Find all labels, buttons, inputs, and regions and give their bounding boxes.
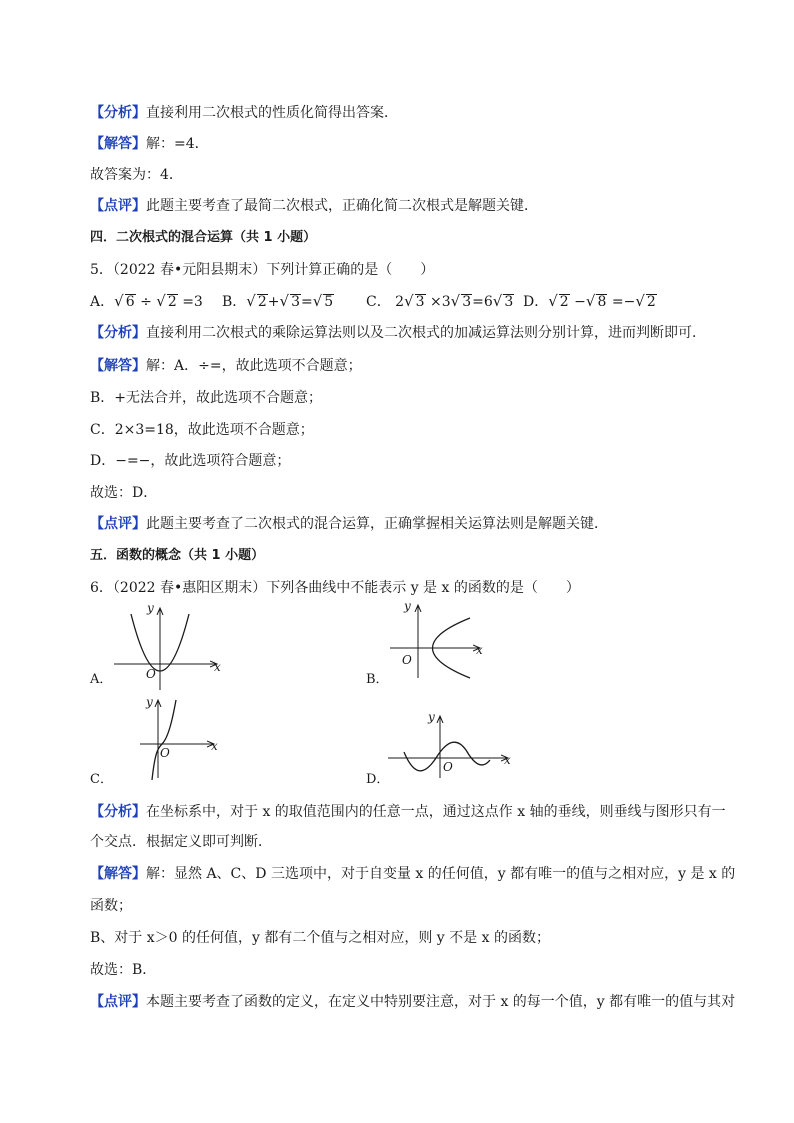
- analysis-text: 在坐标系中，对于 x 的取值范围内的任意一点，通过这点作 x 轴的垂线，则垂线与图形只有一: [146, 804, 726, 820]
- q5-solution-d: D．−=−，故此选项符合题意；: [90, 453, 291, 469]
- analysis-text: 直接利用二次根式的性质化简得出答案．: [146, 105, 398, 121]
- origin-label: O: [402, 653, 412, 667]
- y-axis-label: y: [428, 710, 435, 724]
- q5-option-c: C． 2√ 3 ×3√ 3=6√ 3: [366, 292, 514, 310]
- analysis-tag: 【分析】: [90, 325, 146, 341]
- comment-text: 此题主要考查了二次根式的混合运算，正确掌握相关运算法则是解题关键．: [146, 516, 608, 532]
- comment-text: 此题主要考查了最简二次根式，正确化简二次根式是解题关键．: [146, 198, 538, 214]
- analysis-tag: 【分析】: [90, 804, 146, 820]
- comment-tag: 【点评】: [90, 198, 146, 214]
- radicand: 3: [462, 294, 472, 310]
- q6-solution-cont: 函数；: [90, 898, 132, 914]
- comment-tag: 【点评】: [90, 516, 146, 532]
- radicand: 8: [597, 294, 607, 310]
- option-label: A．: [90, 294, 115, 310]
- section-heading: 四．二次根式的混合运算（共 1 小题）: [90, 230, 317, 245]
- analysis-text: 直接利用二次根式的乘除运算法则以及二次根式的加减运算法则分别计算，进而判断即可．: [146, 325, 706, 341]
- radicand: 3: [415, 294, 425, 310]
- radicand: 6: [125, 294, 135, 310]
- graph-a-label: A．: [90, 672, 113, 687]
- radicand: 3: [291, 294, 300, 310]
- q5-solution-c: C．2×3=18，故此选项不合题意；: [90, 422, 314, 438]
- solution-text: 解：显然 A、C、D 三选项中，对于自变量 x 的任何值，y 都有唯一的值与之相对应，y 是 x 的: [146, 866, 736, 882]
- q6-comment: [90, 992, 735, 1012]
- option-label: B．: [222, 294, 247, 310]
- operator: +: [267, 294, 280, 310]
- comment-text: 本题主要考查了函数的定义，在定义中特别要注意，对于 x 的每一个值，y 都有唯一的值与其对: [146, 994, 736, 1010]
- x-axis-label: x: [214, 660, 221, 674]
- q6-analysis: [90, 802, 726, 822]
- q5-solution-b: B．+无法合并，故此选项不合题意；: [90, 390, 323, 406]
- radicand: 3: [504, 294, 514, 310]
- solution-tag: 【解答】: [90, 136, 146, 152]
- solution-text: 解：A．÷=，故此选项不合题意；: [146, 358, 362, 374]
- analysis-tag: 【分析】: [90, 105, 146, 121]
- solution-tag: 【解答】: [90, 866, 146, 882]
- option-label: D．: [523, 294, 549, 310]
- q5-option-b: B．√ 2+√ 3=√ 5: [222, 292, 334, 310]
- q6-choice: 故选：B．: [90, 962, 157, 978]
- q6-solution: [90, 864, 735, 884]
- origin-label: O: [146, 667, 156, 681]
- y-axis-label: y: [146, 695, 153, 709]
- section-heading: 五．函数的概念（共 1 小题）: [90, 548, 265, 563]
- radicand: 2: [646, 294, 656, 310]
- operator: =: [301, 294, 313, 310]
- origin-label: O: [443, 760, 453, 774]
- operator: ×3: [430, 294, 451, 310]
- y-axis-label: y: [147, 601, 154, 615]
- operator: =6: [472, 294, 493, 310]
- radicand: 2: [559, 294, 569, 310]
- q5-option-a: A．√ 6 ÷ √ 2 =3: [90, 292, 203, 310]
- graph-c-label: C．: [90, 772, 113, 787]
- q6-stem: 6．（2022 春•惠阳区期末）下列各曲线中不能表示 y 是 x 的函数的是（ ）: [90, 580, 580, 596]
- solution-text: 解：=4．: [146, 136, 209, 152]
- solution-tag: 【解答】: [90, 358, 146, 374]
- q5-choice: 故选：D．: [90, 485, 158, 501]
- q5-option-d: D．√ 2 −√ 8 =−√ 2: [523, 292, 656, 310]
- coefficient: 2: [395, 294, 405, 310]
- origin-label: O: [160, 746, 170, 760]
- radicand: 2: [257, 294, 267, 310]
- operator: =−: [611, 294, 636, 310]
- comment-tag: 【点评】: [90, 994, 146, 1010]
- radicand: 5: [324, 294, 334, 310]
- option-label: C．: [366, 294, 391, 310]
- y-axis-label: y: [404, 599, 411, 613]
- q5-stem: 5．（2022 春•元阳县期末）下列计算正确的是（ ）: [90, 262, 435, 278]
- radicand: 2: [167, 294, 177, 310]
- x-axis-label: x: [504, 753, 511, 767]
- x-axis-label: x: [211, 739, 218, 753]
- q6-solution-b: B、对于 x＞0 的任何值，y 都有二个值与之相对应，则 y 不是 x 的函数；: [90, 930, 550, 946]
- graph-d-label: D．: [366, 772, 390, 787]
- q4-answer: 故答案为：4．: [90, 167, 183, 183]
- operator: −: [574, 294, 586, 310]
- operator: ÷: [140, 294, 152, 310]
- x-axis-label: x: [476, 643, 483, 657]
- q6-analysis-cont: 个交点．根据定义即可判断．: [90, 834, 272, 850]
- graph-b-label: B．: [366, 672, 389, 687]
- result: =3: [182, 294, 203, 310]
